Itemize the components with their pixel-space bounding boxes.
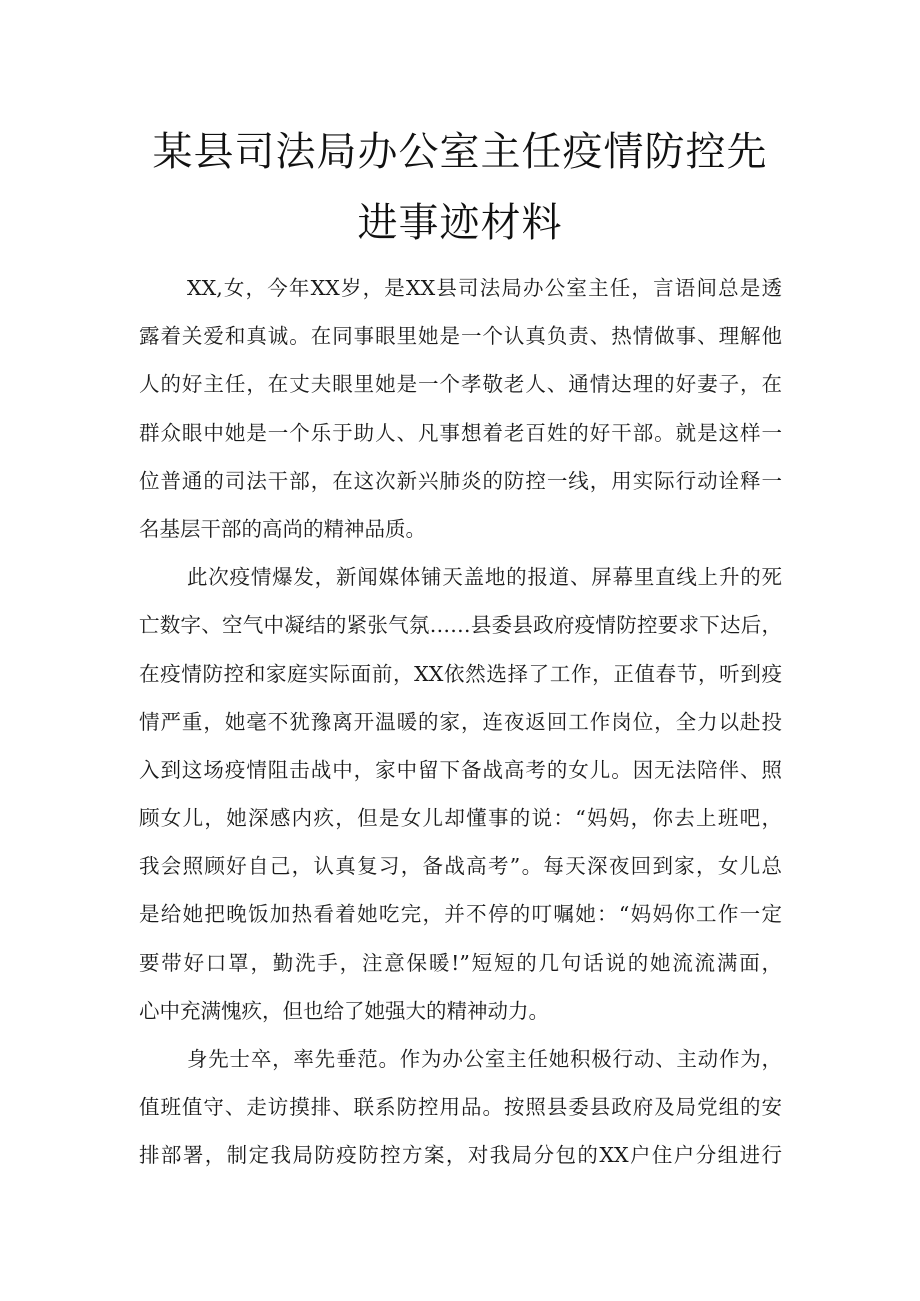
paragraph-2-line-1: 此次疫情爆发，新闻媒体铺天盖地的报道、屏幕里直线上升的死: [187, 565, 782, 589]
document-title-line-2: 进事迹材料: [357, 200, 563, 246]
document-title-line-1: 某县司法局办公室主任疫情防控先: [152, 129, 768, 175]
paragraph-1-line-6: 名基层干部的高尚的精神品质。: [139, 517, 426, 541]
paragraph-1-line-1: XX,女，今年XX岁，是XX县司法局办公室主任，言语间总是透: [187, 276, 782, 300]
paragraph-2-line-8: 是给她把晚饭加热看着她吃完，并不停的叮嘱她：“妈妈你工作一定: [139, 902, 782, 926]
paragraph-1-line-5: 位普通的司法干部，在这次新兴肺炎的防控一线，用实际行动诠释一: [139, 469, 782, 493]
paragraph-2-line-9: 要带好口罩，勤洗手，注意保暖!”短短的几句话说的她流流满面，: [139, 951, 782, 975]
paragraph-2-line-4: 情严重，她毫不犹豫离开温暖的家，连夜返回工作岗位，全力以赴投: [139, 710, 782, 734]
paragraph-2-line-10: 心中充满愧疚，但也给了她强大的精神动力。: [139, 999, 549, 1023]
paragraph-2-line-5: 入到这场疫情阻击战中，家中留下备战高考的女儿。因无法陪伴、照: [139, 758, 782, 782]
paragraph-2-line-6: 顾女儿，她深感内疚，但是女儿却懂事的说：“妈妈，你去上班吧，: [139, 806, 782, 830]
paragraph-2-line-2: 亡数字、空气中凝结的紧张气氛……县委县政府疫情防控要求下达后，: [139, 613, 782, 637]
paragraph-1-line-3: 人的好主任，在丈夫眼里她是一个孝敬老人、通情达理的好妻子，在: [139, 372, 782, 396]
paragraph-3-line-3: 排部署，制定我局防疫防控方案，对我局分包的XX户住户分组进行: [139, 1143, 782, 1167]
paragraph-3-line-2: 值班值守、走访摸排、联系防控用品。按照县委县政府及局党组的安: [139, 1095, 782, 1119]
paragraph-1-line-4: 群众眼中她是一个乐于助人、凡事想着老百姓的好干部。就是这样一: [139, 421, 782, 445]
paragraph-3-line-1: 身先士卒，率先垂范。作为办公室主任她积极行动、主动作为，: [187, 1047, 782, 1071]
paragraph-1-line-2: 露着关爱和真诚。在同事眼里她是一个认真负责、热情做事、理解他: [139, 324, 782, 348]
paragraph-2-line-3: 在疫情防控和家庭实际面前，XX依然选择了工作，正值春节，听到疫: [139, 662, 782, 686]
paragraph-2-line-7: 我会照顾好自己，认真复习，备战高考”。每天深夜回到家，女儿总: [139, 854, 782, 878]
